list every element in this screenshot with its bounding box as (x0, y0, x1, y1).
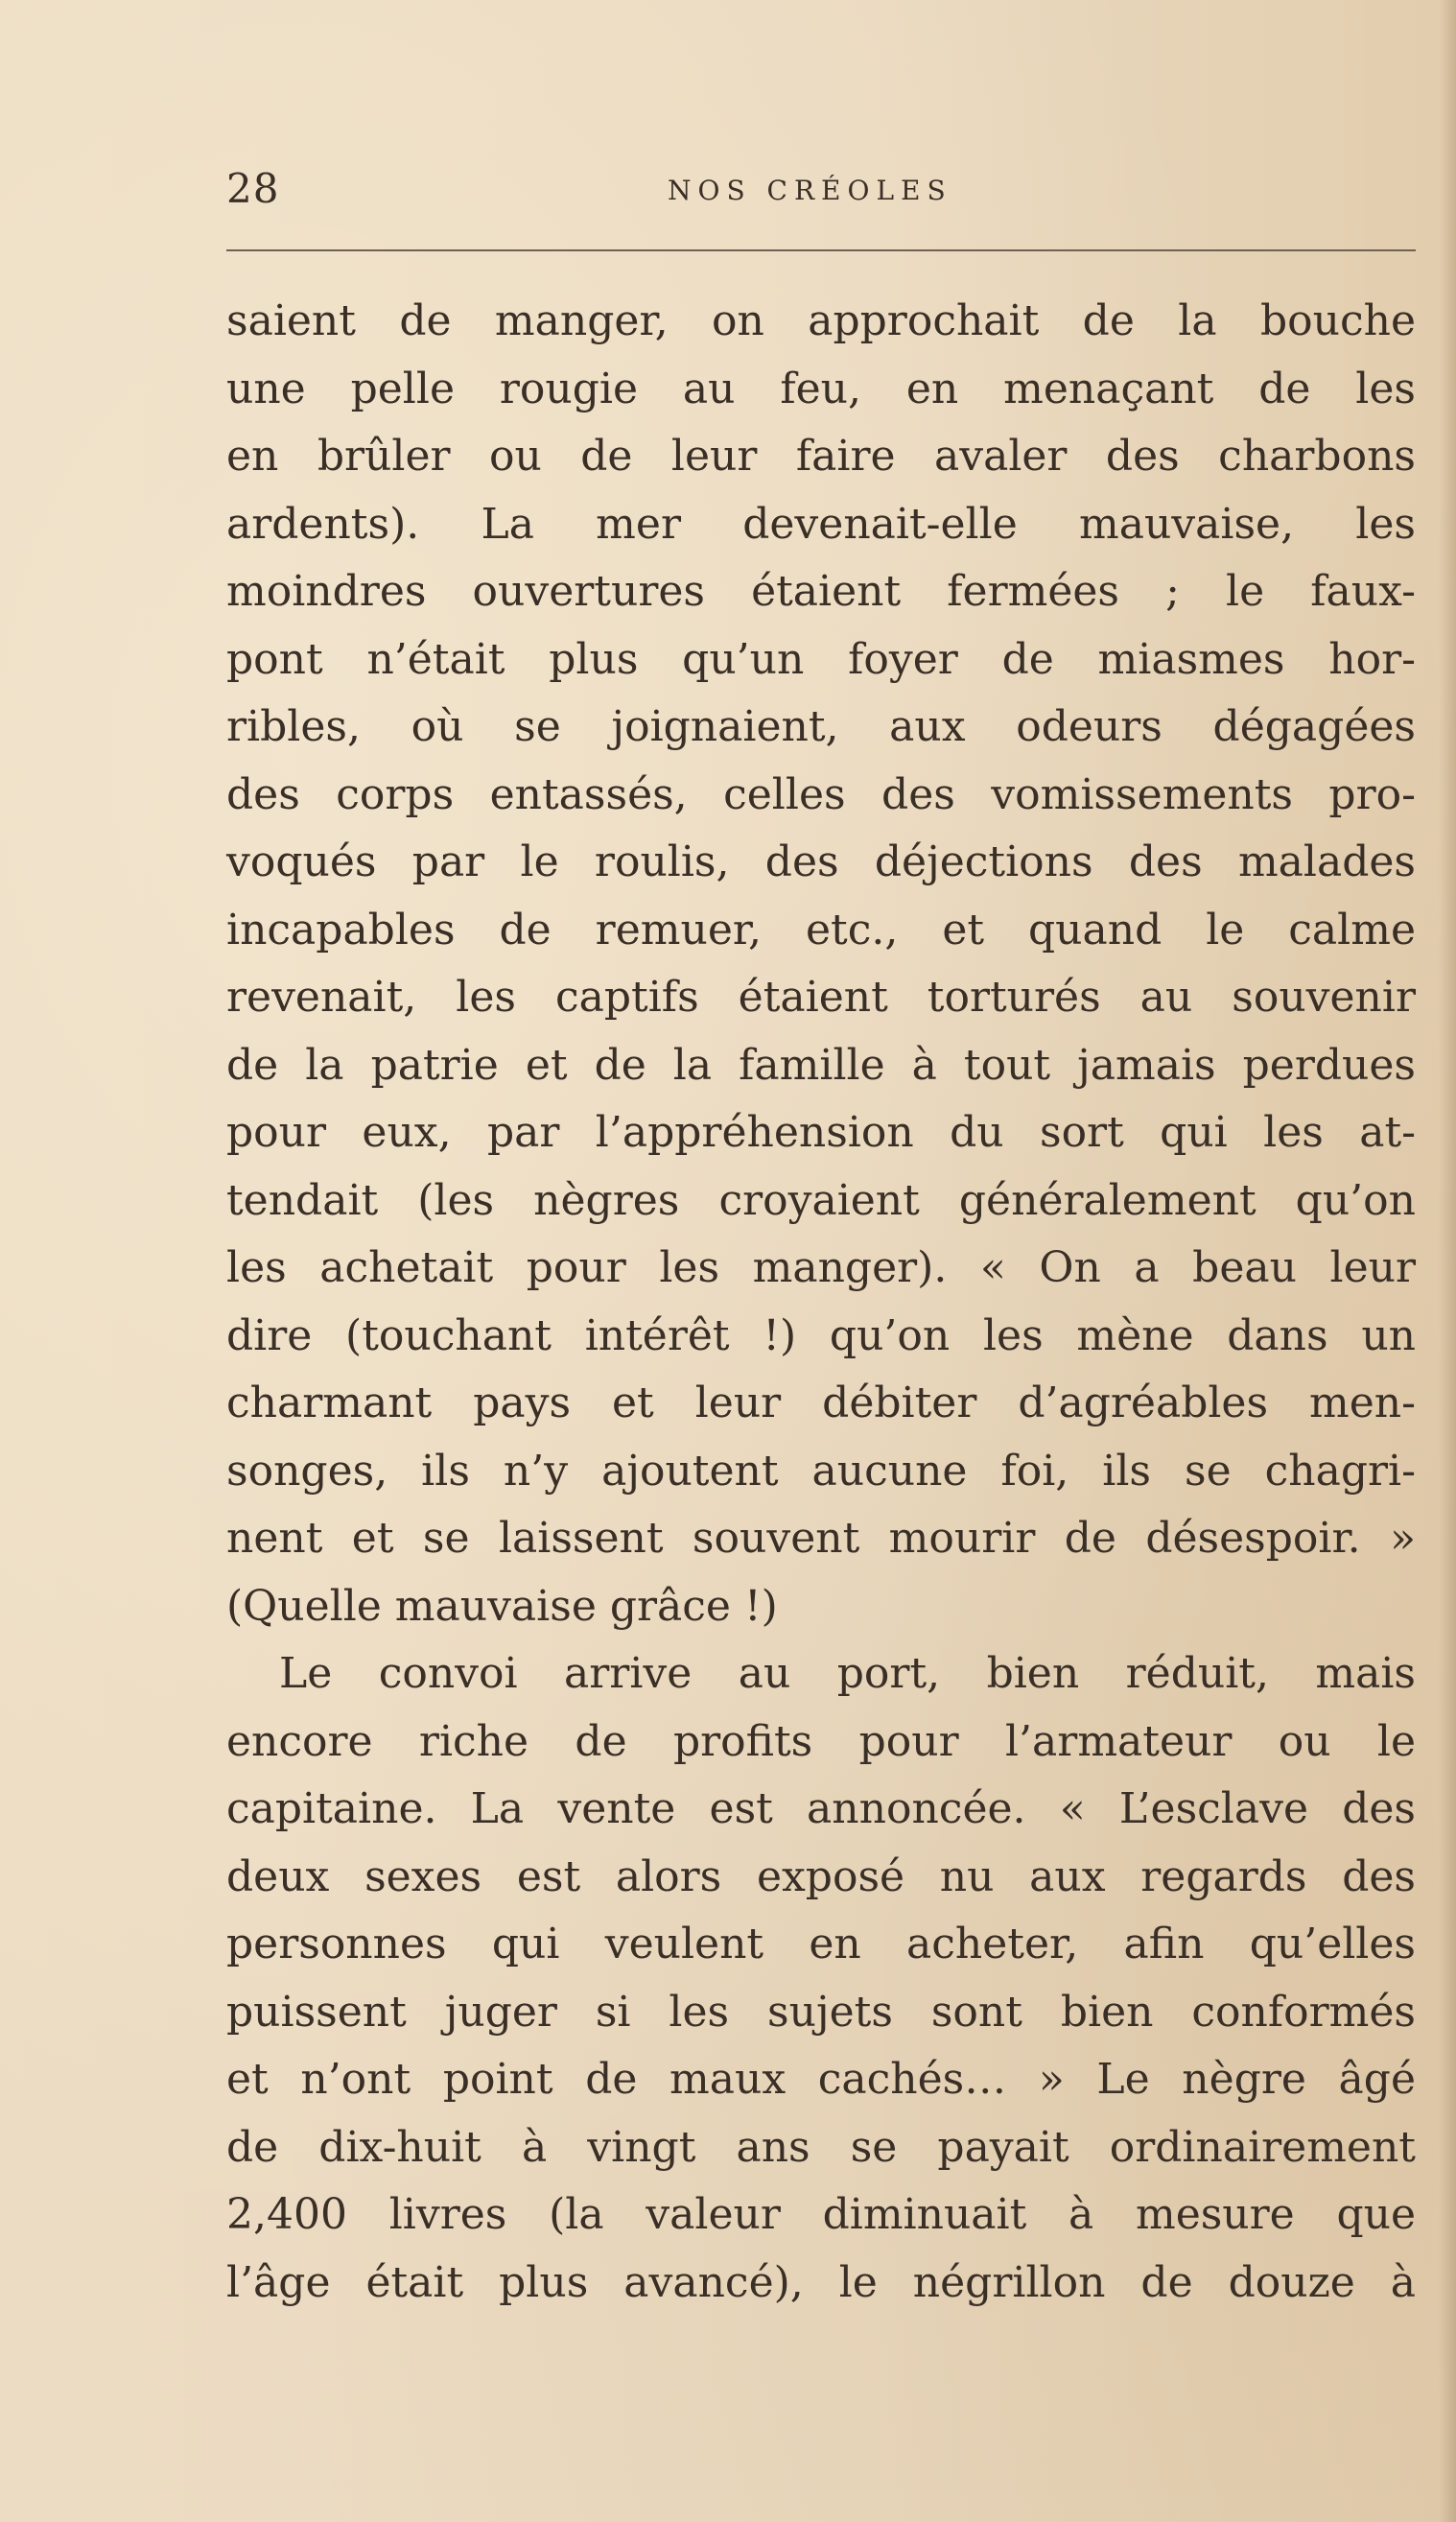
text-line: Le convoi arrive au port, bien réduit, mais (279, 1649, 1416, 1698)
page-header (226, 165, 1416, 223)
text-line: et n’ont point de maux cachés… » Le nègre âgé (226, 2055, 1416, 2104)
text-line: nent et se laissent souvent mourir de désespoir. » (226, 1514, 1416, 1563)
text-line: (Quelle mauvaise grâce !) (226, 1581, 778, 1631)
text-line: des corps entassés, celles des vomissements pro- (226, 769, 1416, 819)
body-text (226, 288, 1416, 2317)
page-edge-shadow (1439, 0, 1456, 2522)
text-line: ardents). La mer devenait-elle mauvaise, les (226, 499, 1416, 549)
text-line: deux sexes est alors exposé nu aux regards des (226, 1851, 1416, 1901)
text-line: les achetait pour les manger). « On a beau leur (226, 1243, 1416, 1292)
text-line: songes, ils n’y ajoutent aucune foi, ils se chagri- (226, 1446, 1416, 1496)
text-line: saient de manger, on approchait de la bouche (226, 296, 1416, 345)
text-line: en brûler ou de leur faire avaler des charbons (226, 432, 1416, 481)
text-line: pont n’était plus qu’un foyer de miasmes hor- (226, 634, 1416, 684)
text-line: pour eux, par l’appréhension du sort qui les at- (226, 1108, 1416, 1157)
text-line: revenait, les captifs étaient torturés au souvenir (226, 973, 1416, 1022)
text-line: tendait (les nègres croyaient généralement qu’on (226, 1175, 1416, 1225)
text-line: l’âge était plus avancé), le négrillon de douze à (226, 2257, 1416, 2307)
text-line: moindres ouvertures étaient fermées ; le faux- (226, 567, 1416, 616)
text-line: dire (touchant intérêt !) qu’on les mène dans un (226, 1310, 1416, 1360)
text-line: de dix-huit à vingt ans se payait ordinairement (226, 2122, 1416, 2172)
running-title: NOS CRÉOLES (668, 175, 952, 206)
text-line: capitaine. La vente est annoncée. « L’esclave des (226, 1784, 1416, 1833)
page-number: 28 (226, 165, 280, 212)
header-rule (226, 249, 1416, 251)
text-line: de la patrie et de la famille à tout jamais perdues (226, 1040, 1416, 1090)
text-line: puissent juger si les sujets sont bien conformés (226, 1987, 1416, 2037)
text-line: une pelle rougie au feu, en menaçant de les (226, 364, 1416, 413)
text-line: ribles, où se joignaient, aux odeurs dégagées (226, 702, 1416, 751)
text-line: encore riche de profits pour l’armateur ou le (226, 1716, 1416, 1766)
text-line: voqués par le roulis, des déjections des malades (226, 837, 1416, 886)
text-line: incapables de remuer, etc., et quand le calme (226, 905, 1416, 955)
text-line: personnes qui veulent en acheter, afin qu’elles (226, 1920, 1416, 1968)
text-line: 2,400 livres (la valeur diminuait à mesure que (226, 2190, 1416, 2239)
text-line: charmant pays et leur débiter d’agréables men- (226, 1379, 1416, 1427)
